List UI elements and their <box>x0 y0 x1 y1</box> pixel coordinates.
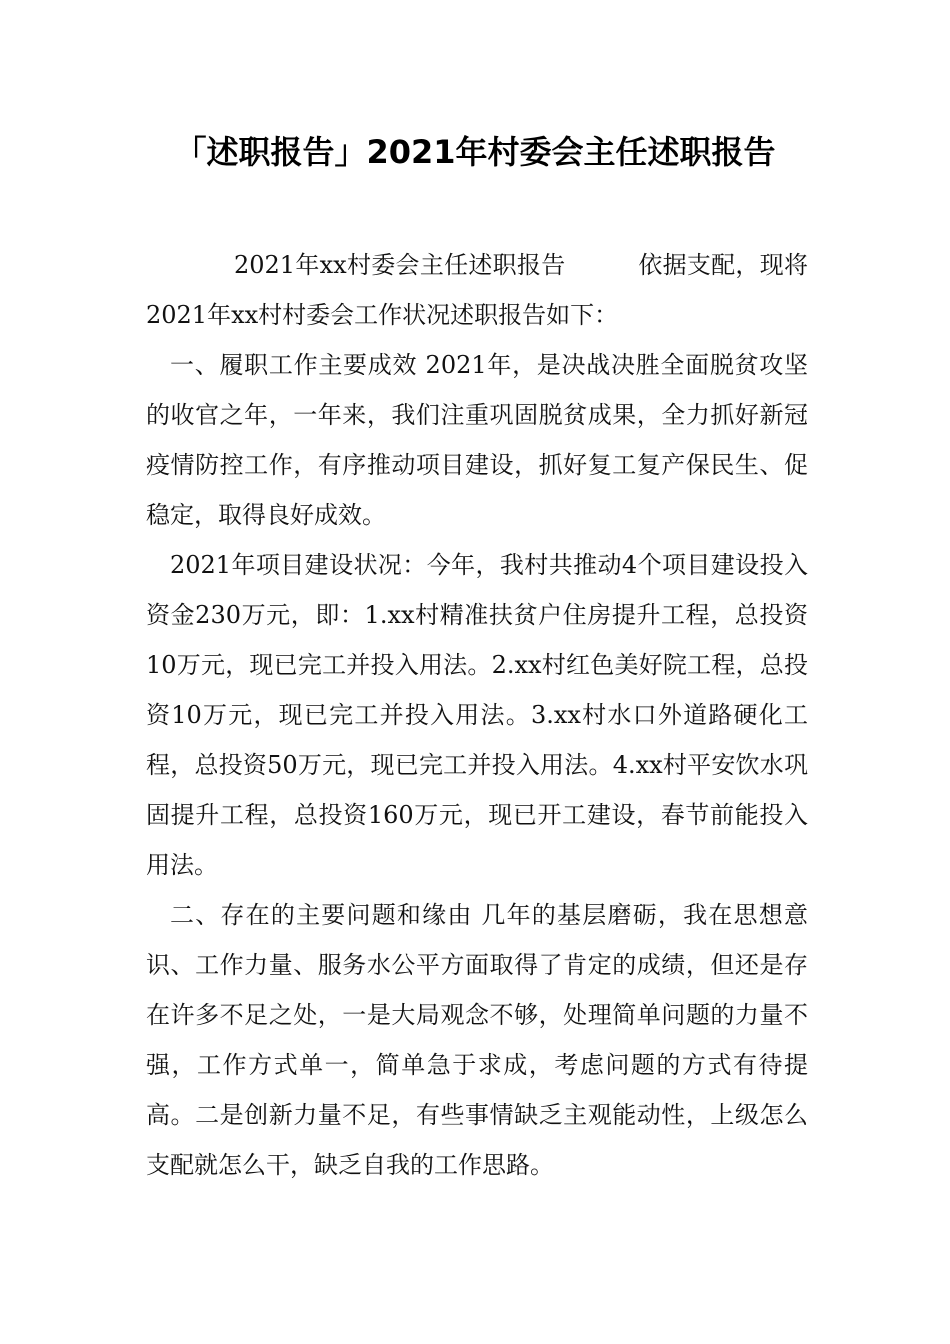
paragraph-problems: 二、存在的主要问题和缘由 几年的基层磨砺，我在思想意识、工作力量、服务水公平方面取得了肯定的成绩，但还是存在许多不足之处，一是大局观念不够，处理简单问题的力量不强，工作方式单一，简单急于求成，考虑问题的方式有待提高。二是创新力量不足，有些事情缺乏主观能动性，上级怎么支配就怎么干，缺乏自我的工作思路。 <box>146 901 808 1179</box>
paragraph-intro: 2021年xx村委会主任述职报告 依据支配，现将2021年xx村村委会工作状况述职报告如下： <box>146 251 808 329</box>
paragraph-achievements: 一、履职工作主要成效 2021年，是决战决胜全面脱贫攻坚的收官之年，一年来，我们注重巩固脱贫成果，全力抓好新冠疫情防控工作，有序推动项目建设，抓好复工复产保民生、促稳定，取得良好成效。 <box>146 351 808 529</box>
document-title: 「述职报告」2021年村委会主任述职报告 <box>174 133 776 171</box>
paragraph-projects: 2021年项目建设状况：今年，我村共推动4个项目建设投入资金230万元，即：1.xx村精准扶贫户住房提升工程，总投资10万元，现已完工并投入用法。2.xx村红色美好院工程，总投资10万元，现已完工并投入用法。3.xx村水口外道路硬化工程，总投资50万元，现已完工并投入用法。4.xx村平安饮水巩固提升工程，总投资160万元，现已开工建设，春节前能投入用法。 <box>146 551 808 879</box>
document-body <box>146 240 808 1190</box>
